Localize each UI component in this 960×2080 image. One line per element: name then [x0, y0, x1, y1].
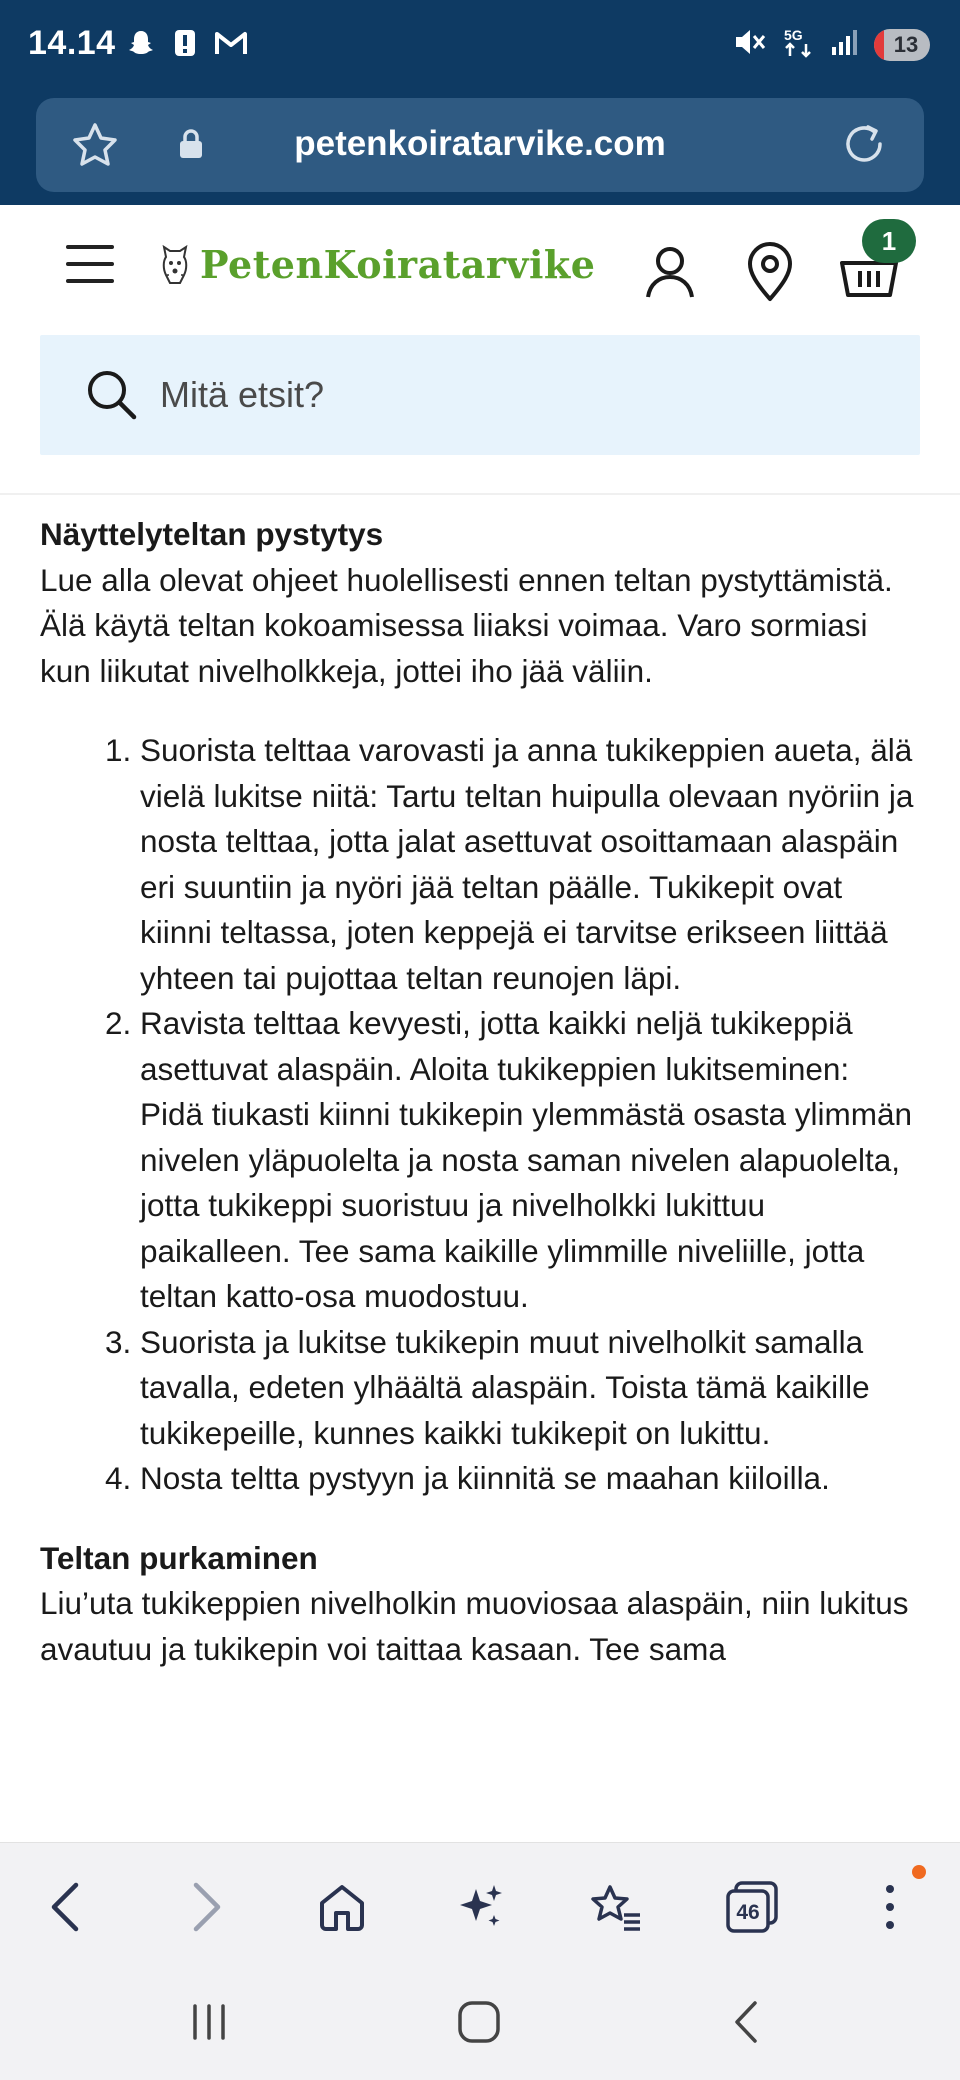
notification-icons: [126, 28, 248, 63]
forward-button[interactable]: [174, 1875, 238, 1939]
bookmarks-button[interactable]: [584, 1875, 648, 1939]
more-icon: [882, 1881, 898, 1933]
home-square-icon: [456, 1999, 502, 2045]
section-heading-dismantle: Teltan purkaminen: [40, 1539, 318, 1576]
recent-apps-button[interactable]: [174, 1992, 244, 2052]
system-icons: [732, 26, 930, 63]
tab-count: 46: [736, 1901, 760, 1924]
section-heading-setup: Näyttelyteltan pystytys: [40, 516, 384, 552]
browser-toolbar: [0, 1842, 960, 1962]
browser-chrome: [0, 0, 960, 205]
site-logo[interactable]: [158, 241, 595, 287]
intro-paragraph: Lue alla olevat ohjeet huolellisesti ennen teltan pystyttämistä. Älä käytä teltan kokoamisessa liiaksi voimaa. Varo sormiasi kun liikutat nivelholkkeja, jottei iho jää väliin.: [40, 561, 893, 689]
home-icon: [316, 1881, 368, 1933]
forward-icon: [186, 1879, 226, 1935]
cart-count-badge[interactable]: 1: [862, 219, 916, 263]
status-bar: [0, 0, 960, 92]
dismantle-paragraph: Liu’uta tukikeppien nivelholkin muoviosaa alaspäin, niin lukitus avautuu ja tukikepin voi taittaa kasaan. Tee sama: [40, 1585, 909, 1667]
tabs-icon: [724, 1879, 780, 1935]
bookmarks-icon: [588, 1881, 644, 1933]
list-item: 2. Ravista telttaa kevyesti, jotta kaikki neljä tukikeppiä asettuvat alaspäin. Aloita tukikeppien lukitseminen: Pidä tiukasti kiinni tukikepin ylemmästä osasta ylimmän nivelen yläpuolelta ja nosta saman nivelen alapuolelta, jotta tukikeppi suoristuu ja nivelholkki lukittuu paikalleen. Tee sama kaikille ylimmille niveliille, jotta teltan katto-osa muodostuu.: [140, 1001, 920, 1320]
logo-text: PetenKoiratarvike: [200, 241, 596, 287]
mute-icon: [732, 26, 768, 63]
back-icon: [46, 1879, 86, 1935]
search-icon[interactable]: [84, 367, 140, 428]
search-input[interactable]: [160, 369, 860, 421]
recents-icon: [187, 2002, 231, 2042]
list-item: 1. Suorista telttaa varovasti ja anna tukikeppien aueta, älä vielä lukitse niitä: Tartu teltan huipulla olevaan nyöriin ja nosta telttaa, jotta jalat asettuvat osoittamaan alaspäin eri suuntiin ja nyöri jää teltan päälle. Tukikepit ovat kiinni teltassa, joten keppejä ei tarvitse erikseen liittää yhteen tai pujottaa teltan reunojen läpi.: [140, 728, 920, 1001]
battery-indicator: 13: [874, 29, 930, 61]
assistant-icon: [454, 1881, 506, 1933]
snapchat-icon: [126, 28, 156, 63]
list-item: 3. Suorista ja lukitse tukikepin muut nivelholkit samalla tavalla, edeten ylhäältä alaspäin. Toista tämä kaikille tukikepeille, kunnes kaikki tukikepit on lukittu.: [140, 1320, 920, 1457]
store-location-icon[interactable]: [742, 241, 798, 308]
address-bar[interactable]: [36, 98, 924, 192]
tabs-button[interactable]: [720, 1875, 784, 1939]
article-content: [40, 512, 920, 1842]
list-item: 4. Nosta teltta pystyyn ja kiinnitä se maahan kiiloilla.: [140, 1456, 920, 1502]
home-button[interactable]: [310, 1875, 374, 1939]
home-nav-button[interactable]: [444, 1992, 514, 2052]
back-nav-button[interactable]: [712, 1992, 782, 2052]
search-box[interactable]: [40, 335, 920, 455]
assistant-button[interactable]: [448, 1875, 512, 1939]
status-time: 14.14: [28, 24, 116, 62]
account-icon[interactable]: [640, 241, 700, 306]
system-navigation-bar: [0, 1962, 960, 2080]
more-menu-button[interactable]: [858, 1875, 922, 1939]
alert-icon: [174, 28, 196, 63]
svg-text:5G: 5G: [784, 27, 803, 43]
5g-icon: [782, 26, 816, 63]
signal-icon: [830, 27, 860, 62]
back-chevron-icon: [729, 1999, 765, 2045]
notification-dot: [912, 1865, 926, 1879]
hamburger-menu-button[interactable]: [66, 245, 114, 285]
back-button[interactable]: [34, 1875, 98, 1939]
dog-logo-icon: [158, 241, 192, 287]
url-text[interactable]: petenkoiratarvike.com: [294, 124, 666, 163]
setup-steps-list: [40, 728, 920, 1502]
gmail-icon: [214, 29, 248, 62]
site-header: [0, 205, 960, 495]
reload-icon[interactable]: [838, 118, 890, 175]
